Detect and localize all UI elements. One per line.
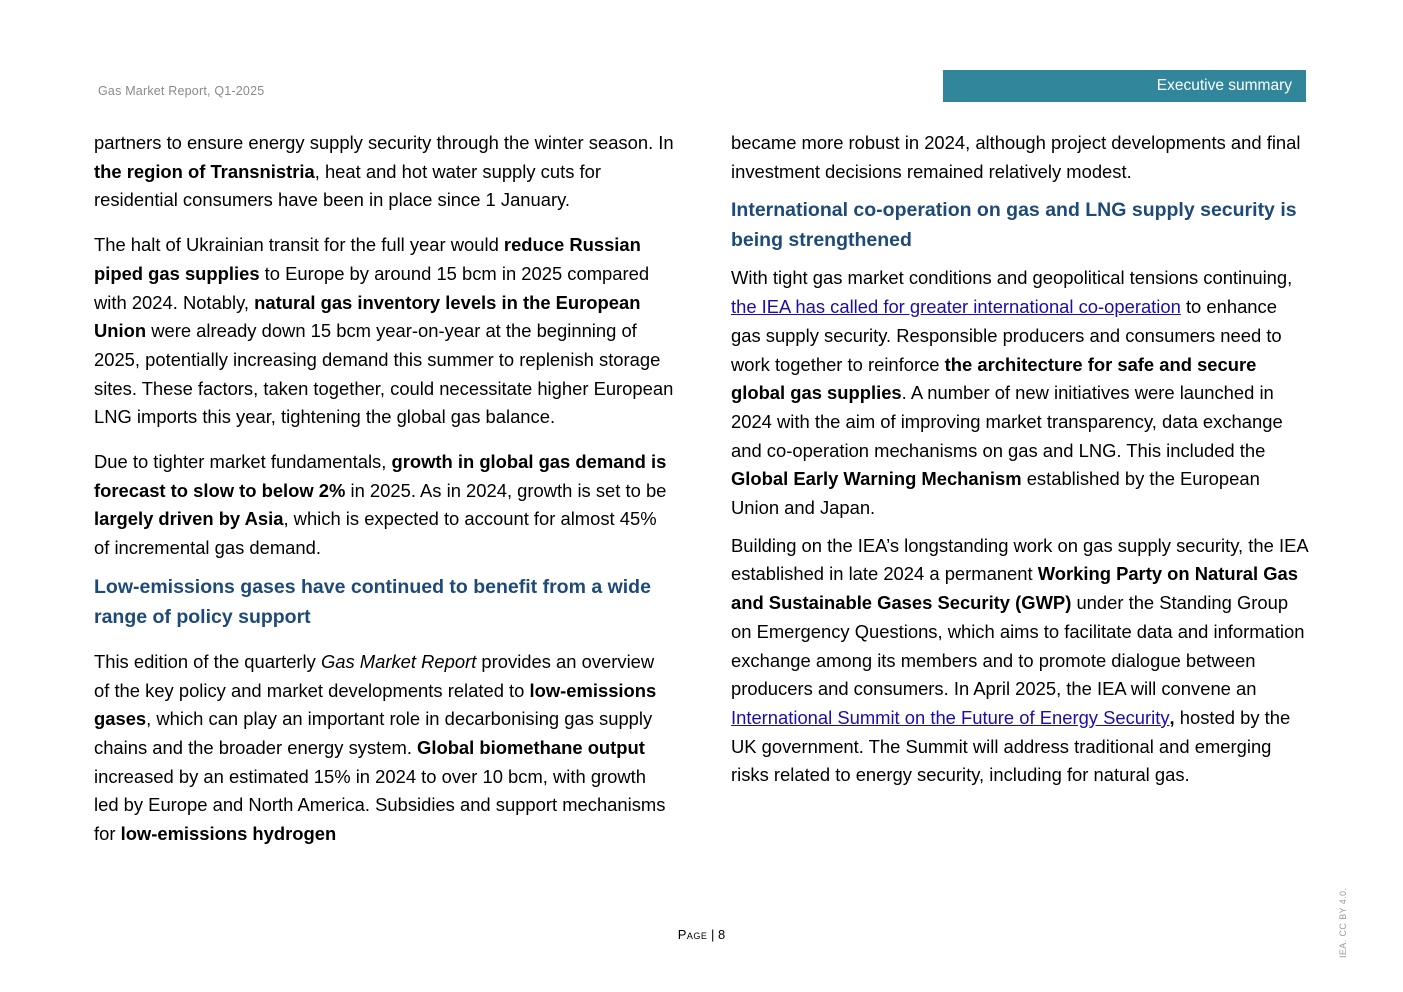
- page-footer: [0, 927, 1403, 942]
- paragraph: Building on the IEA’s longstanding work on gas supply security, the IEA established in late 2024 a permanent Working Party on Natural Gas and Sustainable Gases Security (GWP) under the Standing Group on Emergency Questions, which aims to facilitate data and information exchange among its members and to promote dialogue between producers and consumers. In April 2025, the IEA will convene an International Summit on the Future of Energy Security, hosted by the UK government. The Summit will address traditional and emerging risks related to energy security, including for natural gas.: [731, 534, 1308, 786]
- license-note: IEA. CC BY 4.0.: [1338, 887, 1348, 958]
- page-label: Page: [677, 927, 708, 942]
- right-column: [731, 129, 1311, 790]
- paragraph: The halt of Ukrainian transit for the full year would reduce Russian piped gas supplies to Europe by around 15 bcm in 2025 compared with 2024. Notably, natural gas inventory levels in the European Union were already down 15 bcm year-on-year at the beginning of 2025, potentially increasing demand this summer to replenish storage sites. These factors, taken together, could necessitate higher European LNG imports this year, tightening the global gas balance.: [94, 234, 674, 428]
- section-heading: Low-emissions gases have continued to benefit from a wide range of policy support: [94, 575, 651, 628]
- page-separator: |: [707, 927, 719, 942]
- section-label: Executive summary: [943, 70, 1306, 102]
- page-number: 8: [718, 927, 726, 942]
- paragraph: became more robust in 2024, although project developments and final investment decisions remained relatively modest.: [731, 132, 1301, 182]
- section-heading: International co-operation on gas and LNG supply security is being strengthened: [731, 199, 1297, 252]
- report-title: Gas Market Report, Q1-2025: [98, 84, 265, 98]
- iea-cooperation-link[interactable]: the IEA has called for greater international co-operation: [731, 296, 1181, 318]
- paragraph: partners to ensure energy supply security through the winter season. In the region of Transnistria, heat and hot water supply cuts for residential consumers have been in place since 1 January.: [94, 132, 674, 211]
- energy-security-summit-link[interactable]: International Summit on the Future of Energy Security: [731, 706, 1170, 728]
- left-column: [94, 129, 674, 849]
- paragraph: Due to tighter market fundamentals, growth in global gas demand is forecast to slow to below 2% in 2025. As in 2024, growth is set to be largely driven by Asia, which is expected to account for almost 45% of incremental gas demand.: [94, 451, 667, 559]
- paragraph: This edition of the quarterly Gas Market Report provides an overview of the key policy and market developments related to low-emissions gases, which can play an important role in decarbonising gas supply chains and the broader energy system. Global biomethane output increased by an estimated 15% in 2024 to over 10 bcm, with growth led by Europe and North America. Subsidies and support mechanisms for low-emissions hydrogen: [94, 650, 666, 845]
- paragraph: With tight gas market conditions and geopolitical tensions continuing, the IEA has called for greater international co-operation to enhance gas supply security. Responsible producers and consumers need to work together to reinforce the architecture for safe and secure global gas supplies. A number of new initiatives were launched in 2024 with the aim of improving market transparency, data exchange and co-operation mechanisms on gas and LNG. This included the Global Early Warning Mechanism established by the European Union and Japan.: [731, 267, 1293, 519]
